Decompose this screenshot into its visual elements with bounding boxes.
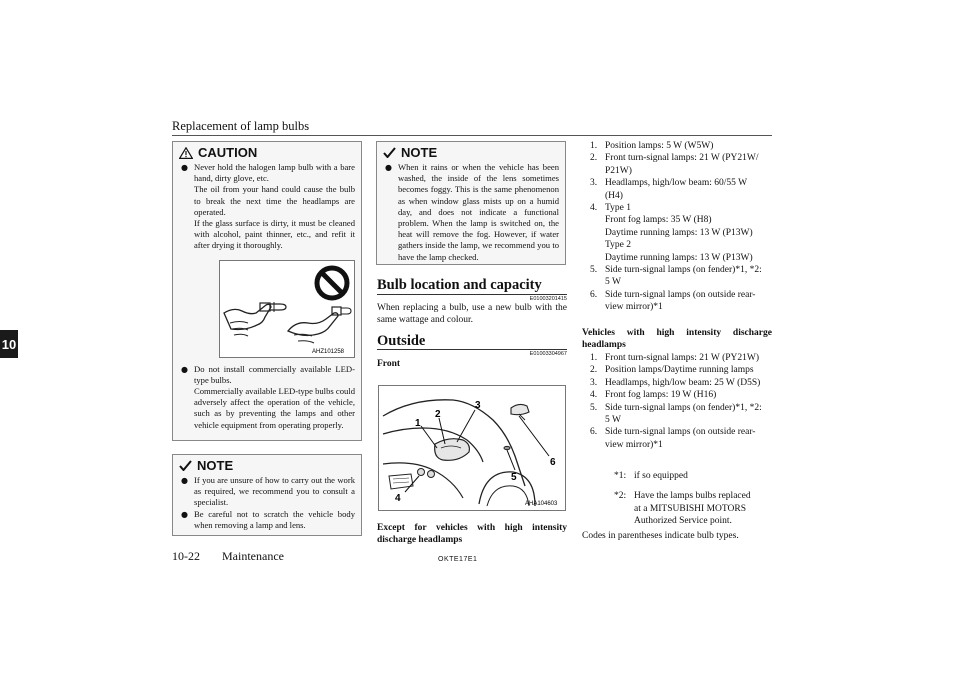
bullet-icon: ●: [181, 476, 188, 485]
page-header-title: Replacement of lamp bulbs: [172, 119, 310, 133]
warning-triangle-icon: [179, 147, 193, 159]
caution-figure: [219, 260, 355, 358]
caution-item-1: [181, 162, 355, 252]
outside-heading: Outside: [377, 333, 426, 349]
note-title: NOTE: [401, 145, 438, 160]
caution-item-2: [181, 364, 355, 431]
list-item: 1. Front turn-signal lamps: 21 W (PY21W): [590, 353, 760, 363]
note-item-text: When it rains or when the vehicle has been washed, the inside of the lens sometimes becomes foggy. This is the same phenomenon as when window glass mists up on a humid day, and does not indicate a functional problem. When the lamp is switched on, the heat will remove the fog. However, if water gathers inside the lamp, we recommend you to have the lamp checked.: [397, 162, 559, 262]
front-subheading: Front: [377, 359, 401, 369]
list-item: 6. Side turn-signal lamps (on outside rear- view mirror)*1: [590, 427, 756, 450]
footnotes: [614, 470, 774, 528]
page-number: 10-22: [172, 549, 200, 563]
list-item: 4. Front fog lamps: 19 W (H16): [590, 390, 717, 401]
list-item: 5. Side turn-signal lamps (on fender)*1, *2: 5 W: [590, 265, 762, 288]
callout-6: 6: [550, 457, 556, 468]
note-box-middle: [376, 141, 566, 265]
vehicle-front-illustration: [379, 386, 565, 510]
hid-heading: Vehicles with high intensity discharge headlamps: [582, 328, 772, 351]
list-item: 3. Headlamps, high/low beam: 60/55 W (H4): [590, 178, 748, 201]
note-header: [377, 142, 565, 162]
front-lamps-figure: [378, 385, 566, 511]
callout-3: 3: [475, 400, 481, 411]
list-item: 2. Front turn-signal lamps: 21 W (PY21W/ P21W): [590, 153, 759, 176]
note-item-text: Be careful not to scratch the vehicle body when removing a lamp and lens.: [193, 508, 355, 530]
codes-note: Codes in parentheses indicate bulb types.: [582, 531, 739, 541]
section-id: E01003304967: [529, 351, 567, 357]
bulb-intro-text: When replacing a bulb, use a new bulb with the same wattage and colour.: [377, 303, 567, 326]
hid-bulb-list: [590, 352, 772, 451]
list-item: 4. Type 1 Front fog lamps: 35 W (H8) Daytime running lamps: 13 W (P13W) Type 2 Daytime running lamps: 13 W (P13W): [590, 203, 753, 263]
callout-1: 1: [415, 418, 421, 429]
note-item-1: [181, 475, 355, 509]
footnote: *1: if so equipped: [614, 471, 688, 481]
note-item-2: [181, 509, 355, 531]
bullet-icon: ●: [181, 364, 188, 374]
callout-5: 5: [511, 472, 517, 483]
heading-rule: [377, 349, 567, 350]
note-header: [173, 455, 361, 475]
bullet-icon: ●: [385, 163, 392, 172]
front-figure-code: AHA104603: [525, 501, 558, 507]
checkmark-icon: [383, 147, 396, 158]
list-item: 2. Position lamps/Daytime running lamps: [590, 365, 754, 376]
hand-holding-bulb-illustration: [220, 261, 354, 357]
callout-4: 4: [395, 493, 401, 504]
note-title: NOTE: [197, 458, 234, 473]
caution-item-text: Never hold the halogen lamp bulb with a bare hand, dirty glove, etc. The oil from your hand could cause the bulb to break the next time the headlamps are operated. If the glass surface is dirty, it must be cleaned with alcohol, paint thinner, etc., and refit it after drying it thoroughly.: [193, 162, 355, 251]
note-item-1: [385, 162, 559, 263]
caution-header: [173, 142, 361, 162]
list-item: 6. Side turn-signal lamps (on outside rear- view mirror)*1: [590, 289, 756, 313]
header-rule: [172, 135, 772, 136]
standard-bulb-list: [590, 140, 772, 314]
footnote: *2: Have the lamps bulbs replaced at a MITSUBISHI MOTORS Authorized Service point.: [614, 491, 751, 527]
callout-2: 2: [435, 409, 441, 420]
caution-figure-code: AHZ101258: [312, 348, 345, 355]
caution-item-text: Do not install commercially available LED-type bulbs. Commercially available LED-type bulbs could adversely affect the operation of the vehicle, such as by preventing the lamps and other vehicle equipment from operating properly.: [193, 363, 355, 430]
section-id: E01003201415: [529, 296, 567, 302]
except-hid-heading: Except for vehicles with high intensity discharge headlamps: [377, 523, 567, 546]
note-item-text: If you are unsure of how to carry out the work as required, we recommend you to consult a specialist.: [193, 475, 355, 508]
heading-rule: [377, 294, 567, 295]
caution-title: CAUTION: [198, 145, 258, 160]
caution-box: [172, 141, 362, 441]
bulb-location-heading: Bulb location and capacity: [377, 277, 542, 293]
list-item: 5. Side turn-signal lamps (on fender)*1, *2: 5 W: [590, 402, 762, 426]
checkmark-icon: [179, 460, 192, 471]
list-item: 1. Position lamps: 5 W (W5W): [590, 141, 714, 151]
footer-section: Maintenance: [222, 549, 284, 563]
bullet-icon: ●: [181, 163, 188, 172]
chapter-tab: 10: [0, 330, 18, 358]
document-code: OKTE17E1: [438, 556, 478, 563]
bullet-icon: ●: [181, 509, 188, 519]
note-box-left: [172, 454, 362, 536]
list-item: 3. Headlamps, high/low beam: 25 W (D5S): [590, 377, 761, 388]
